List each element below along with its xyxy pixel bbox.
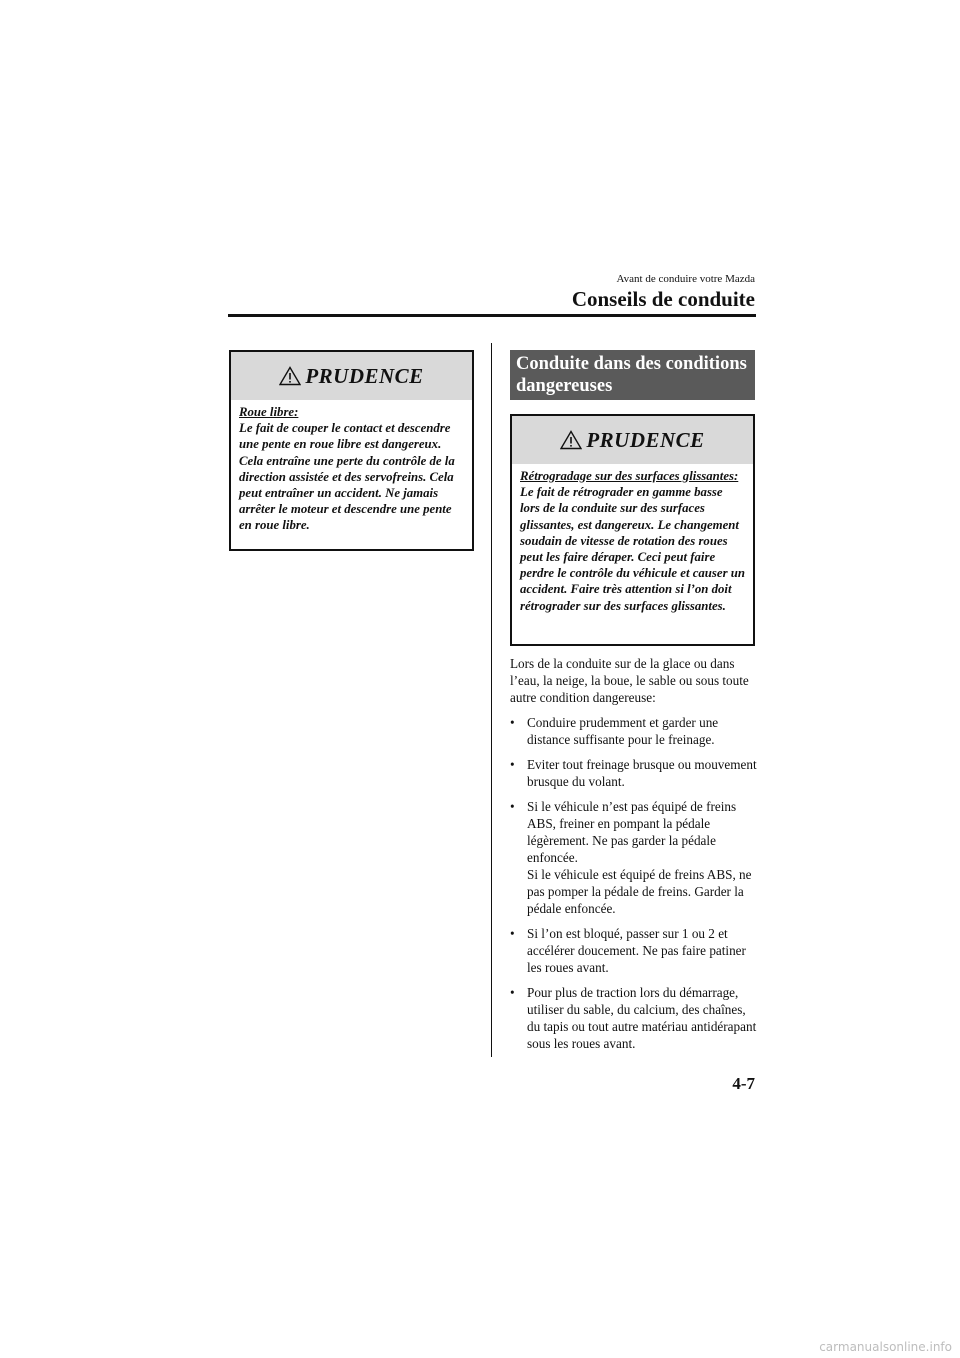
section-title: Conduite dans des conditions dangereuses (510, 350, 755, 400)
caution-heading-label: PRUDENCE (586, 427, 705, 452)
list-item-text: Si l’on est bloqué, passer sur 1 ou 2 et accélérer doucement. Ne pas faire patiner les roues avant. (527, 926, 746, 975)
caution-subtitle: Roue libre: (239, 405, 299, 419)
intro-paragraph: Lors de la conduite sur de la glace ou dans l’eau, la neige, la boue, le sable ou sous toute autre condition dangereuse: (510, 656, 749, 705)
body-text (510, 655, 758, 1052)
caution-subtitle: Rétrogradage sur des surfaces glissantes: (520, 469, 739, 483)
column-divider (491, 343, 492, 1057)
running-header-title: Conseils de conduite (571, 287, 755, 311)
list-item-text-continued: Si le véhicule est équipé de freins ABS, ne pas pomper la pédale de freins. Garder la pédale enfoncée. (527, 867, 752, 916)
list-item-text: Conduire prudemment et garder une distance suffisante pour le freinage. (527, 715, 719, 747)
bullet-icon: • (510, 926, 515, 941)
list-item (510, 925, 758, 976)
bullet-icon: • (510, 799, 515, 814)
warning-triangle-icon (279, 366, 301, 386)
caution-heading (512, 416, 753, 464)
bullet-icon: • (510, 985, 515, 1000)
header-rule (228, 314, 756, 317)
page-number: 4-7 (732, 1074, 755, 1093)
caution-text: Le fait de rétrograder en gamme basse lors de la conduite sur des surfaces glissantes, est dangereux. Le changement soudain de vitesse de rotation des roues peut les faire déraper. Ceci peut faire perdre le contrôle du véhicule et causer un accident. Faire très attention si l’on doit rétrograder sur des surfaces glissantes. (520, 485, 745, 613)
list-item (510, 798, 758, 917)
watermark: carmanualsonline.info (819, 1340, 952, 1354)
list-item (510, 984, 758, 1052)
caution-box-right (510, 414, 755, 646)
warning-triangle-icon (560, 430, 582, 450)
bullet-icon: • (510, 757, 515, 772)
list-item (510, 714, 758, 748)
caution-box-left (229, 350, 474, 551)
list-item-text: Eviter tout freinage brusque ou mouvement brusque du volant. (527, 757, 757, 789)
list-item (510, 756, 758, 790)
list-item-text: Pour plus de traction lors du démarrage, utiliser du sable, du calcium, des chaînes, du tapis ou tout autre matériau antidérapant sous les roues avant. (527, 985, 757, 1051)
caution-text: Le fait de couper le contact et descendre une pente en roue libre est dangereux. Cela entraîne une perte du contrôle de la direction assistée et des servofreins. Cela peut entraîner un accident. Ne jamais arrêter le moteur et descendre une pente en roue libre. (239, 421, 455, 533)
bullet-list (510, 714, 758, 1052)
bullet-icon: • (510, 715, 515, 730)
list-item-text: Si le véhicule n’est pas équipé de freins ABS, freiner en pompant la pédale légèrement. Ne pas garder la pédale enfoncée. (527, 799, 737, 865)
caution-heading-label: PRUDENCE (305, 363, 424, 388)
running-header-supertitle: Avant de conduire votre Mazda (616, 273, 755, 285)
caution-heading (231, 352, 472, 400)
